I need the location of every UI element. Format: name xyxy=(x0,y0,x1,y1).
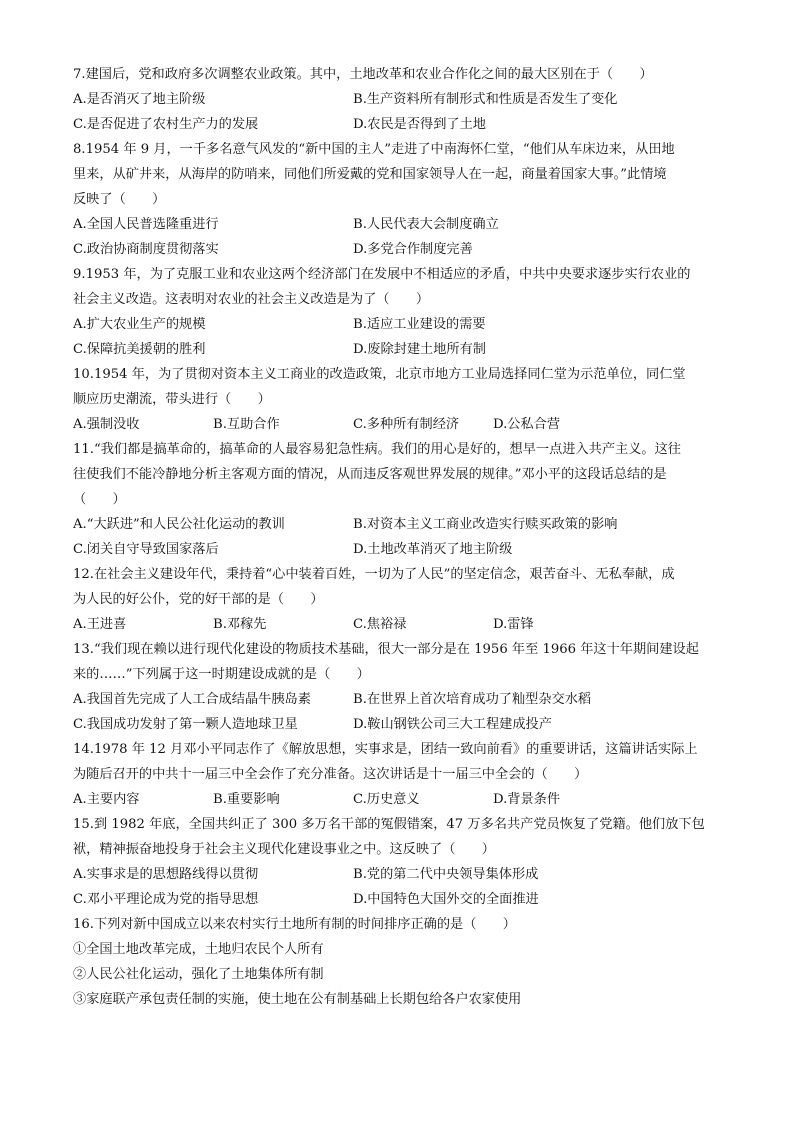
option-b[interactable]: B.适应工业建设的需要 xyxy=(353,317,486,332)
options-row xyxy=(73,212,723,237)
option-a[interactable]: A.实事求是的思想路线得以贯彻 xyxy=(73,867,259,882)
option-c[interactable]: C.多种所有制经济 xyxy=(353,417,460,432)
option-c[interactable]: C.邓小平理论成为党的指导思想 xyxy=(73,892,259,907)
options-row xyxy=(73,512,723,537)
options-row xyxy=(73,887,723,912)
question-stem: 16.下列对新中国成立以来农村实行土地所有制的时间排序正确的是（ ） xyxy=(73,917,516,932)
option-d[interactable]: D.多党合作制度完善 xyxy=(353,242,473,257)
option-d[interactable]: D.雷锋 xyxy=(493,617,534,632)
question-stem: 社会主义改造。这表明对农业的社会主义改造是为了（ ） xyxy=(73,292,430,307)
question-stem: 11.“我们都是搞革命的，搞革命的人最容易犯急性病。我们的用心是好的，想早一点进入共产主义。这往 xyxy=(73,442,681,457)
option-b[interactable]: B.生产资料所有制形式和性质是否发生了变化 xyxy=(353,92,618,107)
question-stem: 9.1953 年，为了克服工业和农业这两个经济部门在发展中不相适应的矛盾，中共中央要求逐步实行农业的 xyxy=(73,267,691,282)
option-a[interactable]: A.扩大农业生产的规模 xyxy=(73,317,206,332)
options-row xyxy=(73,312,723,337)
question-stem: 为随后召开的中共十一届三中全会作了充分准备。这次讲话是十一届三中全会的（ ） xyxy=(73,767,588,782)
option-c[interactable]: C.保障抗美援朝的胜利 xyxy=(73,342,206,357)
option-d[interactable]: D.农民是否得到了土地 xyxy=(353,117,486,132)
options-row xyxy=(73,537,723,562)
question-stem: 10.1954 年，为了贯彻对资本主义工商业的改造政策，北京市地方工业局选择同仁堂为示范单位，同仁堂 xyxy=(73,367,686,382)
options-row xyxy=(73,337,723,362)
question-stem: 为人民的好公仆，党的好干部的是（ ） xyxy=(73,592,324,607)
statement-3: ③家庭联产承包责任制的实施，使土地在公有制基础上长期包给各户农家使用 xyxy=(73,992,522,1007)
option-b[interactable]: B.重要影响 xyxy=(213,792,280,807)
statement-2: ②人民公社化运动，强化了土地集体所有制 xyxy=(73,967,324,982)
question-stem: 8.1954 年 9 月，一千多名意气风发的“新中国的主人”走进了中南海怀仁堂，“他们从车床边来，从田地 xyxy=(73,142,675,157)
question-13 xyxy=(73,637,723,737)
statement-1: ①全国土地改革完成，土地归农民个人所有 xyxy=(73,942,324,957)
option-a[interactable]: A.主要内容 xyxy=(73,792,140,807)
option-d[interactable]: D.公私合营 xyxy=(493,417,561,432)
question-stem: 7.建国后，党和政府多次调整农业政策。其中，土地改革和农业合作化之间的最大区别在于（ ） xyxy=(73,67,653,82)
question-stem: 里来，从矿井来，从海岸的防哨来，同他们所爱戴的党和国家领导人在一起，商量着国家大事。”此情境 xyxy=(73,167,667,182)
question-8 xyxy=(73,137,723,262)
question-16 xyxy=(73,912,723,1012)
question-14 xyxy=(73,737,723,812)
option-b[interactable]: B.人民代表大会制度确立 xyxy=(353,217,499,232)
options-row xyxy=(73,412,723,437)
question-stem: 反映了（ ） xyxy=(73,192,166,207)
exam-page xyxy=(73,62,723,1012)
question-stem: 顺应历史潮流，带头进行（ ） xyxy=(73,392,271,407)
question-stem: 袱，精神振奋地投身于社会主义现代化建设事业之中。这反映了（ ） xyxy=(73,842,495,857)
option-d[interactable]: D.废除封建土地所有制 xyxy=(353,342,486,357)
option-c[interactable]: C.是否促进了农村生产力的发展 xyxy=(73,117,259,132)
question-15 xyxy=(73,812,723,912)
question-11 xyxy=(73,437,723,562)
option-b[interactable]: B.邓稼先 xyxy=(213,617,267,632)
option-a[interactable]: A.我国首先完成了人工合成结晶牛胰岛素 xyxy=(73,692,311,707)
options-row xyxy=(73,687,723,712)
question-12 xyxy=(73,562,723,637)
option-a[interactable]: A.王进喜 xyxy=(73,617,127,632)
option-a[interactable]: A.是否消灭了地主阶级 xyxy=(73,92,206,107)
option-a[interactable]: A.全国人民普选隆重进行 xyxy=(73,217,219,232)
option-c[interactable]: C.焦裕禄 xyxy=(353,617,407,632)
option-d[interactable]: D.鞍山钢铁公司三大工程建成投产 xyxy=(353,717,552,732)
option-c[interactable]: C.历史意义 xyxy=(353,792,420,807)
options-row xyxy=(73,712,723,737)
options-row xyxy=(73,612,723,637)
option-d[interactable]: D.土地改革消灭了地主阶级 xyxy=(353,542,513,557)
option-b[interactable]: B.互助合作 xyxy=(213,417,280,432)
question-stem: 12.在社会主义建设年代，秉持着“心中装着百姓，一切为了人民”的坚定信念，艰苦奋斗、无私奉献，成 xyxy=(73,567,675,582)
option-d[interactable]: D.背景条件 xyxy=(493,792,561,807)
option-b[interactable]: B.在世界上首次培育成功了籼型杂交水稻 xyxy=(353,692,592,707)
question-stem: 往使我们不能冷静地分析主客观方面的情况，从而违反客观世界发展的规律。”邓小平的这段话总结的是 xyxy=(73,467,667,482)
question-stem: 15.到 1982 年底，全国共纠正了 300 多万名干部的冤假错案，47 万多名共产党员恢复了党籍。他们放下包 xyxy=(73,817,705,832)
option-c[interactable]: C.政治协商制度贯彻落实 xyxy=(73,242,219,257)
options-row xyxy=(73,862,723,887)
question-stem: 14.1978 年 12 月邓小平同志作了《解放思想，实事求是，团结一致向前看》的重要讲话，这篇讲话实际上 xyxy=(73,742,698,757)
options-row xyxy=(73,787,723,812)
question-stem: 13.“我们现在赖以进行现代化建设的物质技术基础，很大一部分是在 1956 年至 1966 年这十年期间建设起 xyxy=(73,642,699,657)
option-c[interactable]: C.我国成功发射了第一颗人造地球卫星 xyxy=(73,717,298,732)
question-10 xyxy=(73,362,723,437)
option-d[interactable]: D.中国特色大国外交的全面推进 xyxy=(353,892,539,907)
question-7 xyxy=(73,62,723,137)
options-row xyxy=(73,237,723,262)
question-9 xyxy=(73,262,723,362)
options-row xyxy=(73,112,723,137)
question-stem: 来的……”下列属于这一时期建设成就的是（ ） xyxy=(73,667,370,682)
options-row xyxy=(73,87,723,112)
option-a[interactable]: A.强制没收 xyxy=(73,417,140,432)
option-b[interactable]: B.对资本主义工商业改造实行赎买政策的影响 xyxy=(353,517,618,532)
option-c[interactable]: C.闭关自守导致国家落后 xyxy=(73,542,219,557)
option-b[interactable]: B.党的第二代中央领导集体形成 xyxy=(353,867,539,882)
question-stem: （ ） xyxy=(73,492,126,507)
option-a[interactable]: A.“大跃进”和人民公社化运动的教训 xyxy=(73,517,285,532)
